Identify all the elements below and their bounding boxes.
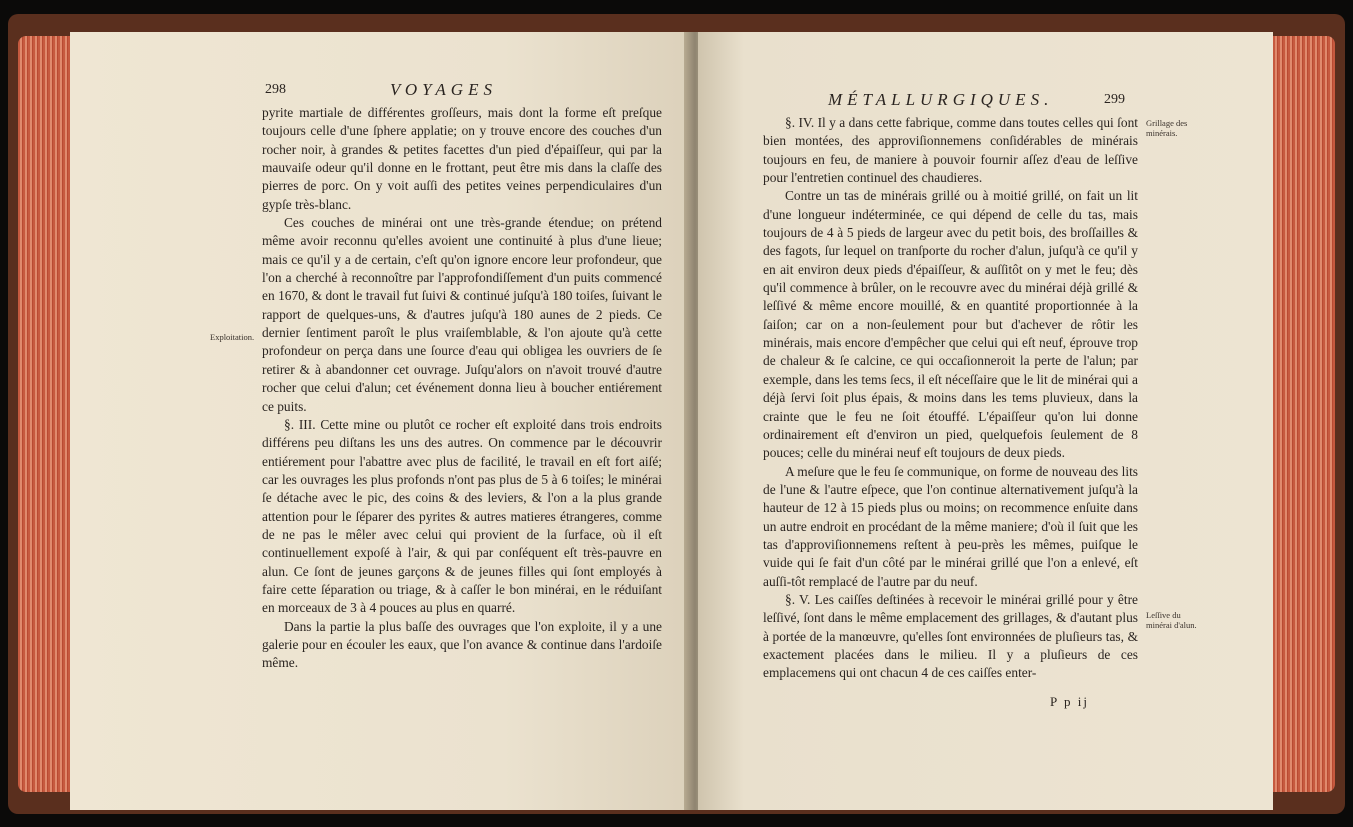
paragraph: Ces couches de minérai ont une très-grande étendue; on prétend même avoir reconnu qu'elles avoient une continuité à plus d'une lieue; mais ce qu'il y a de certain, c'eſt qu'on ignore encore leur profondeur, que l'on a cherché à reconnoître par l'approfondiſſement d'un puits commencé en 1670, & dont le travail fut ſuivi & continué juſqu'à 180 toiſes, ſuivant le rapport de quelques-uns, & d'autres juſqu'à 180 aunes de 2 pieds. Ce dernier ſentiment paroît le plus vraiſemblable, & l'on ajoute qu'à cette profondeur on perça dans une ſource d'eau qui obligea les ouvriers de ſe retirer & à abandonner cet ouvrage. Juſqu'alors on n'avoit trouvé d'autre rocher que celui d'alun; cet événement donna lieu à boucher entiérement ce puits. xyxy=(262,215,662,414)
margin-note: Leſſive du minérai d'alun. xyxy=(1146,610,1197,630)
left-page xyxy=(70,32,690,810)
paragraph: pyrite martiale de différentes groſſeurs, mais dont la forme eſt preſque toujours celle d'une ſphere applatie; on y trouve encore des couches d'un rocher noir, à grandes & petites facettes d'un pied d'épaiſſeur, qui par la mauvaiſe odeur qu'il donne en le frottant, peut être mis dans la claſſe des pierres de porc. On y voit auſſi des petites veines perpendiculaires d'un gypſe très-blanc. xyxy=(262,105,662,212)
margin-note: Grillage des minérais. xyxy=(1146,118,1188,138)
paragraph: Dans la partie la plus baſſe des ouvrages que l'on exploite, il y a une galerie pour en écouler les eaux, que l'on avance & continue dans l'ardoiſe même. xyxy=(262,618,662,671)
book xyxy=(8,14,1345,814)
paragraph: A meſure que le feu ſe communique, on forme de nouveau des lits de l'une & l'autre eſpece, que l'on continue alternativement juſqu'à la hauteur de 12 à 15 pieds plus ou moins; on recommence enſuite dans un autre endroit en procédant de la même maniere; d'où il ſuit que les tas d'approviſionnemens reſtent à peu-près les mêmes, puiſque le vuide qui ſe fait d'un côté par le minérai grillé que l'on a enlevé, eſt auſſi-tôt remplacé de l'autre par du neuf. xyxy=(763,463,1138,589)
page-number: 298 xyxy=(265,82,286,97)
paragraph: §. III. Cette mine ou plutôt ce rocher eſt exploité dans trois endroits différens peu diſtans les uns des autres. On commence par le découvrir entiérement pour l'abattre avec plus de facilité, le travail en eſt fort aiſé; car les ouvrages les plus profonds n'ont pas plus de 5 à 6 toiſes; le minérai ſe détache avec le pic, des coins & des leviers, & l'on a la plus grande attention pour le ſéparer des pyrites & autres matieres étrangeres, comme de ne pas le mêler avec celui qui provient de la ſurface, où il eſt continuellement expoſé à l'air, & qui par conſéquent eſt très-pauvre en alun. Ce ſont de jeunes garçons & de jeunes filles qui ſont employés à faire cette ſéparation ou triage, & à caſſer le bon minérai, en le réduiſant en morceaux de 3 à 4 pouces au plus en quarré. xyxy=(262,416,662,616)
right-page xyxy=(698,32,1273,810)
running-head: MÉTALLURGIQUES. xyxy=(828,90,1054,109)
paragraph: §. V. Les caiſſes deſtinées à recevoir le minérai grillé pour y être leſſivé, ſont dans le même emplacement des grillages, & d'autant plus à portée de la manœuvre, qu'elles ſont environnées de pluſieurs tas, & exactement placées dans le milieu. Il y a pluſieurs de ces emplacemens qui ont chacun 4 de ces caiſſes enter- xyxy=(763,591,1138,681)
margin-note: Exploitation. xyxy=(210,332,255,342)
left-page-text xyxy=(262,104,662,673)
right-page-edges xyxy=(1273,36,1335,792)
paragraph: §. IV. Il y a dans cette fabrique, comme dans toutes celles qui ſont bien montées, des approviſionnemens conſidérables de minérais toujours en feu, de maniere à pouvoir fournir aſſez d'eau de leſſive pour l'entretien continuel des chaudieres. xyxy=(763,115,1138,186)
signature-mark: P p ij xyxy=(1050,694,1089,709)
paragraph: Contre un tas de minérais grillé ou à moitié grillé, on fait un lit d'une longueur indéterminée, ce qui dépend de celle du tas, mais toujours de 4 à 5 pieds de largeur avec du petit bois, des broſſailles & des fagots, ſur lequel on tranſporte du rocher d'alun, juſqu'à ce qu'il y en ait environ deux pieds d'épaiſſeur, & auſſitôt on y met le feu; dès qu'il commence à brûler, on le recouvre avec du minérai déjà grillé & leſſivé & même encore mouillé, & en quantité proportionnée à la ſaiſon; car on a non-ſeulement pour but d'achever de rôtir les minérais, mais encore d'empêcher que celui qui eſt neuf, éprouve trop de chaleur & ſe calcine, ce qui occaſionneroit la perte de l'alun; par exemple, dans les tems ſecs, il eſt néceſſaire que le lit de minérai qui a déjà ſervi ſoit plus épais, & moins dans les tems pluvieux, dans la crainte que le feu ne ſoit étouffé. L'épaiſſeur qu'on lui donne ordinairement eſt d'environ un pied, quelquefois ſeulement de 8 pouces; celle du minérai neuf eſt toujours de deux pieds. xyxy=(763,188,1138,461)
running-head: VOYAGES xyxy=(390,80,497,99)
right-page-text xyxy=(763,114,1138,683)
page-number: 299 xyxy=(1104,92,1125,107)
